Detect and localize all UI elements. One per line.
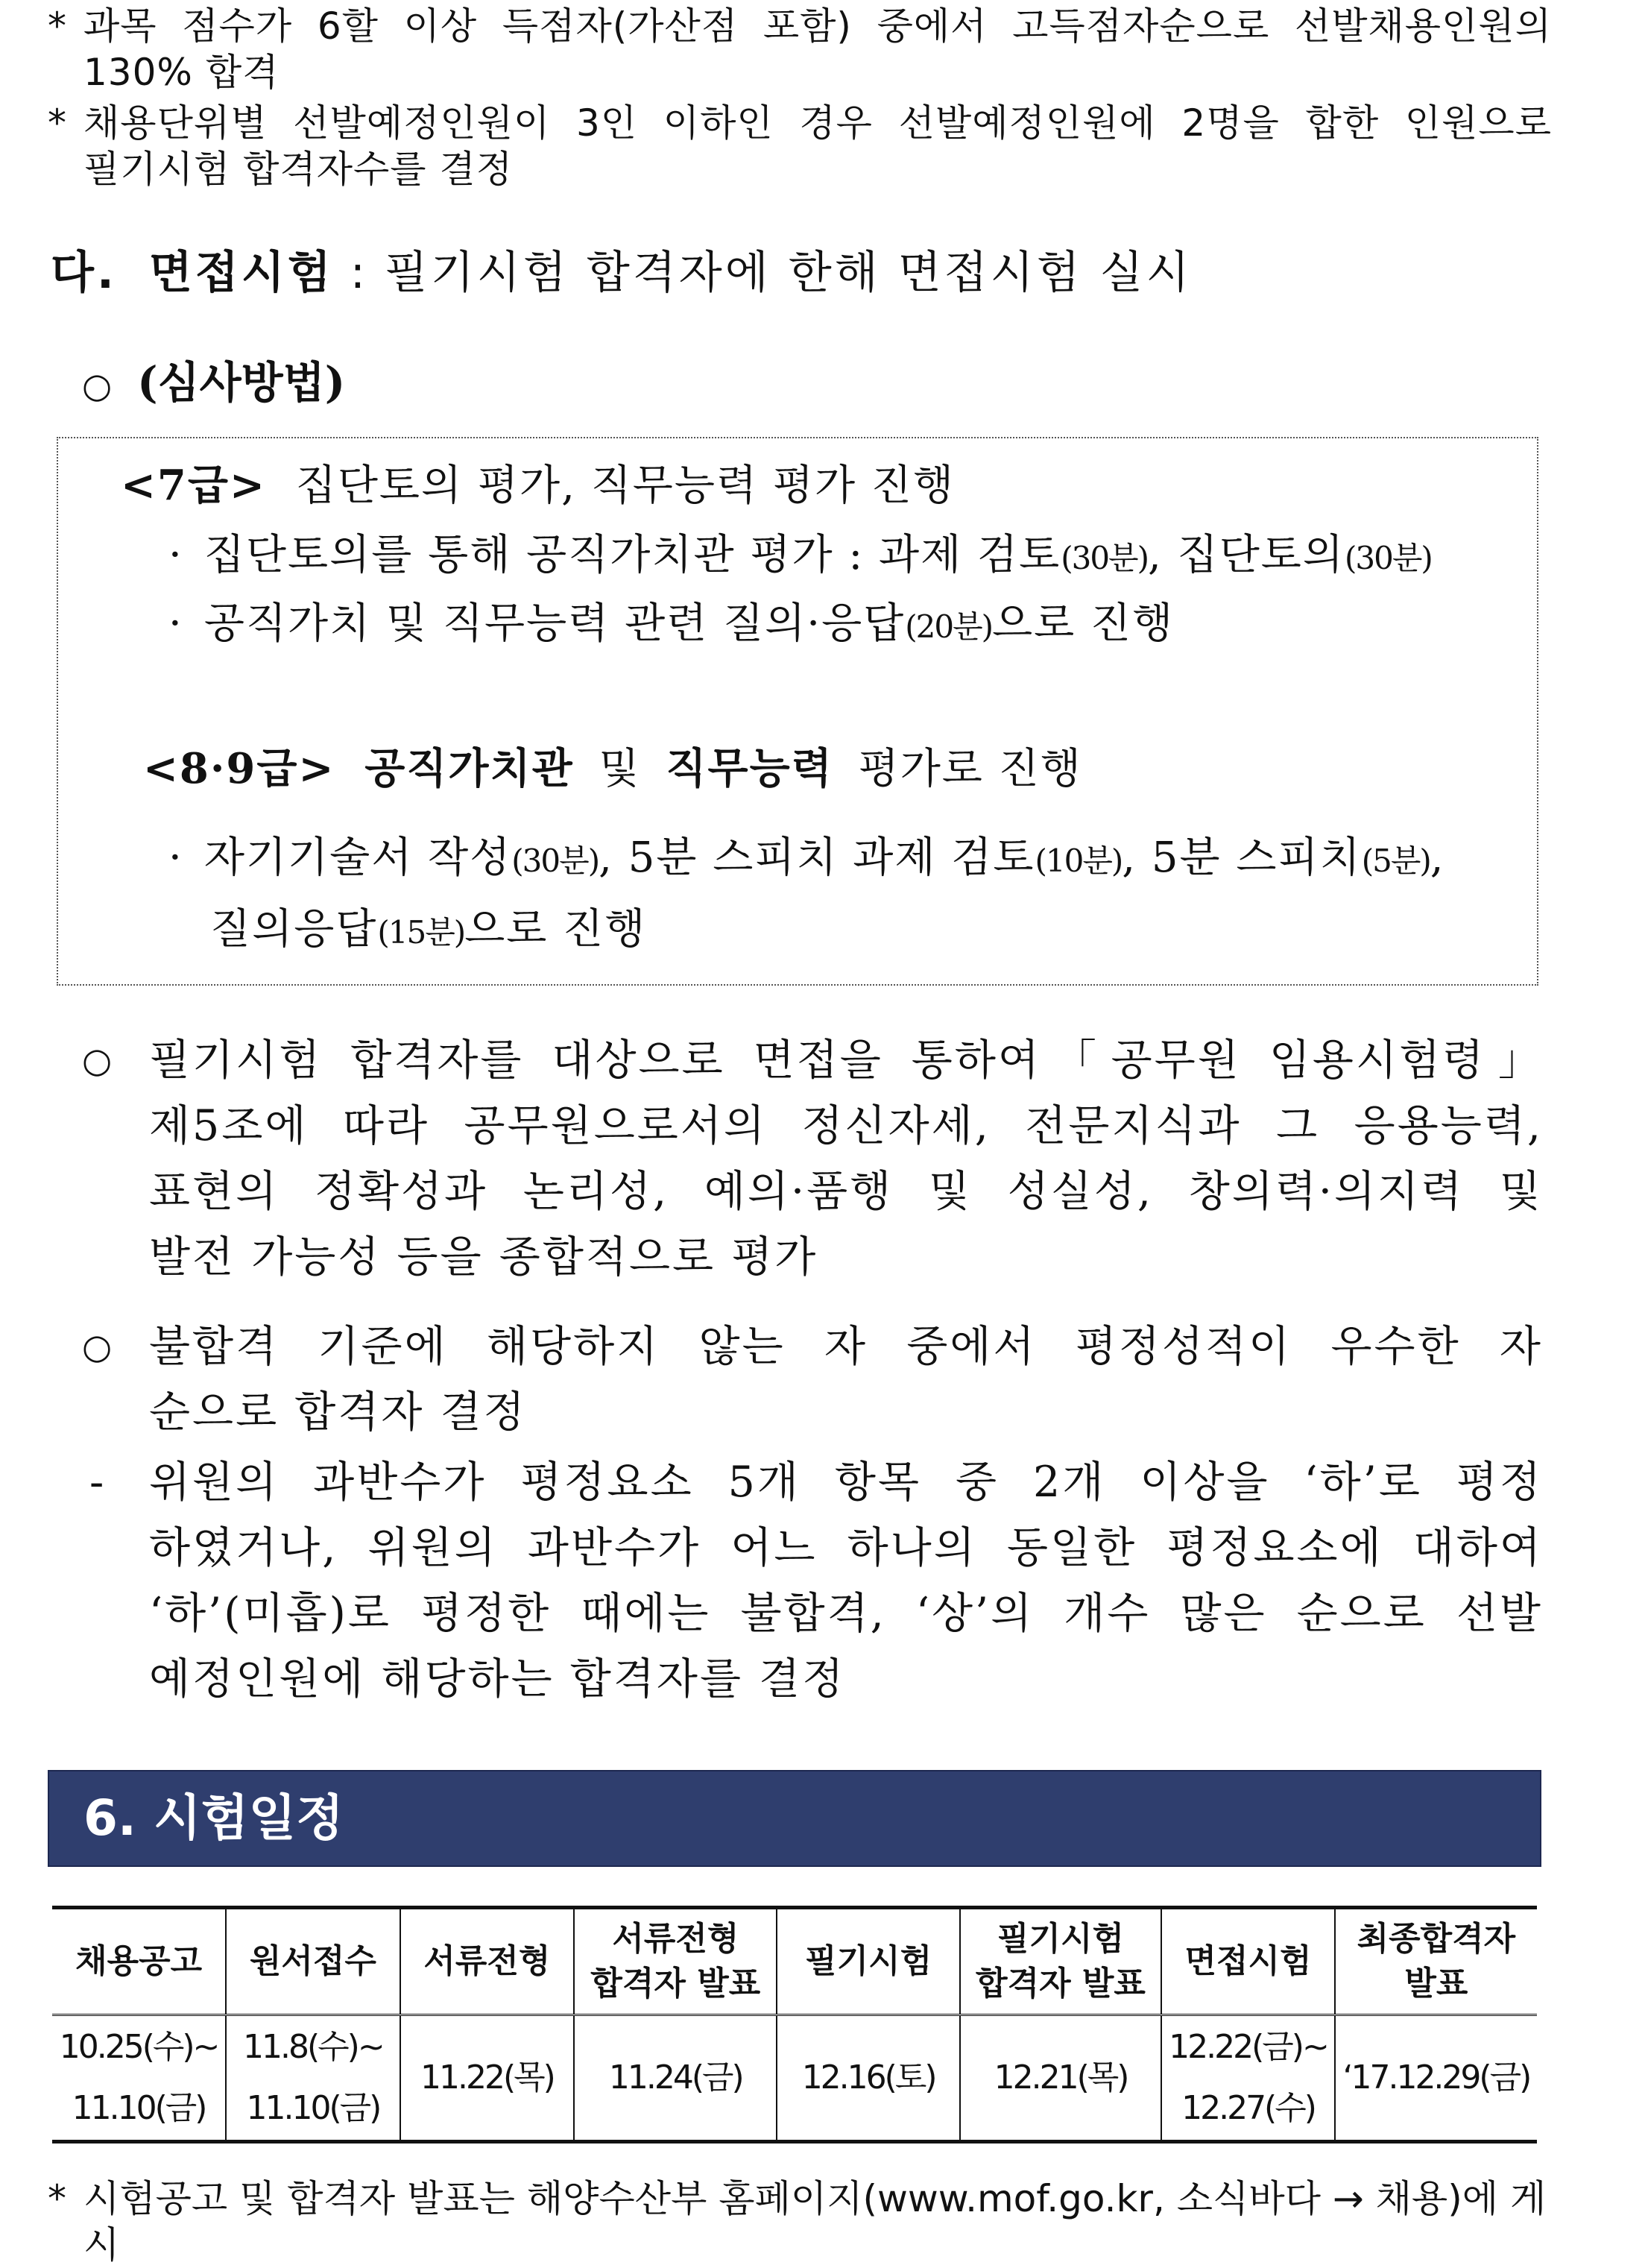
item-text: 으로 진행 bbox=[992, 599, 1175, 648]
note-line: 130% 합격 bbox=[83, 51, 280, 94]
section-title: 면접시험 bbox=[148, 247, 334, 299]
grade7-heading bbox=[121, 459, 955, 512]
paragraph-line: 표현의 정확성과 논리성, 예의·품행 및 성실성, 창의력·의지력 및 bbox=[149, 1167, 1543, 1216]
footnote-text: 시험공고 및 합격자 발표는 해양수산부 홈페이지(www.mof.go.kr, 소식바다 → 채용)에 게시 bbox=[83, 2177, 1547, 2267]
paragraph-line: 필기시험 합격자를 대상으로 면접을 통하여「공무원 임용시험령」 bbox=[149, 1036, 1543, 1085]
paragraph-line: 불합격 기준에 해당하지 않는 자 중에서 평정성적이 우수한 자 bbox=[149, 1322, 1543, 1371]
grade89-bold: 직무능력 bbox=[666, 744, 833, 793]
cell-document-screening: 11.22(목) bbox=[400, 2015, 575, 2142]
header-application: 원서접수 bbox=[226, 1908, 400, 2015]
paragraph-line: 제5조에 따라 공무원으로서의 정신자세, 전문지식과 그 응용능력, bbox=[149, 1101, 1543, 1150]
circle-bullet: ○ bbox=[82, 365, 113, 406]
paragraph-fail-criteria bbox=[89, 1449, 1543, 1712]
paragraph-line: ‘하’(미흡)로 평정한 때에는 불합격, ‘상’의 개수 많은 순으로 선발 bbox=[149, 1589, 1543, 1638]
schedule-table bbox=[52, 1906, 1537, 2143]
grade7-item-1 bbox=[168, 529, 1432, 585]
paragraph-pass-decision bbox=[82, 1314, 1543, 1445]
section-label: 다. bbox=[51, 247, 117, 299]
circle-bullet: ○ bbox=[82, 1326, 115, 1367]
cell-application: 11.8(수)~ 11.10(금) bbox=[226, 2015, 400, 2142]
duration: (5분) bbox=[1361, 842, 1430, 879]
grade89-text: 및 bbox=[599, 745, 641, 793]
grade7-item-2 bbox=[168, 598, 1174, 653]
grade7-desc: 집단토의 평가, 직무능력 평가 진행 bbox=[295, 462, 956, 510]
section-schedule-banner bbox=[48, 1770, 1541, 1867]
grade7-title: <7급> bbox=[121, 461, 266, 510]
duration: (30분) bbox=[1061, 540, 1149, 576]
duration: (30분) bbox=[1345, 540, 1432, 576]
header-final-result: 최종합격자 발표 bbox=[1335, 1908, 1537, 2015]
section-interview-heading bbox=[51, 246, 1193, 300]
middle-dot: · bbox=[168, 599, 183, 648]
duration: (20분) bbox=[905, 608, 993, 645]
cell-final-result: ‘17.12.29(금) bbox=[1335, 2015, 1537, 2142]
item-text: 자기기술서 작성 bbox=[203, 834, 512, 882]
paragraph-evaluation bbox=[82, 1027, 1543, 1290]
item-text: 집단토의를 통해 공직가치관 평가 : 과제 검토 bbox=[203, 531, 1061, 579]
grade89-heading bbox=[143, 743, 1082, 796]
item-text: 공직가치 및 직무능력 관련 질의·응답 bbox=[203, 599, 906, 648]
note-score-cutoff bbox=[48, 3, 1552, 95]
method-heading-text: (심사방법) bbox=[137, 357, 346, 408]
grade89-bold: 공직가치관 bbox=[364, 744, 574, 793]
header-interview: 면접시험 bbox=[1161, 1908, 1335, 2015]
note-marker: * bbox=[48, 4, 67, 48]
grade89-item-line2 bbox=[210, 904, 646, 959]
grade89-item-line1 bbox=[168, 832, 1445, 887]
duration: (30분) bbox=[511, 842, 599, 879]
paragraph-line: 순으로 합격자 결정 bbox=[149, 1387, 527, 1437]
header-document-result: 서류전형 합격자 발표 bbox=[574, 1908, 777, 2015]
method-heading bbox=[82, 356, 345, 412]
header-announcement: 채용공고 bbox=[52, 1908, 226, 2015]
item-text: , 5분 스피치 과제 검토 bbox=[599, 834, 1035, 882]
section-desc: 필기시험 합격자에 한해 면접시험 실시 bbox=[384, 247, 1193, 299]
paragraph-line: 하였거나, 위원의 과반수가 어느 하나의 동일한 평정요소에 대하여 bbox=[149, 1523, 1543, 1572]
item-text: , 집단토의 bbox=[1148, 531, 1345, 579]
paragraph-line: 발전 가능성 등을 종합적으로 평가 bbox=[149, 1232, 818, 1282]
note-marker: * bbox=[48, 101, 67, 145]
item-text: , bbox=[1430, 834, 1445, 882]
middle-dot: · bbox=[168, 531, 183, 579]
header-document-screening: 서류전형 bbox=[400, 1908, 575, 2015]
note-small-unit bbox=[48, 100, 1552, 192]
table-row bbox=[52, 2015, 1537, 2142]
grade89-title: <8·9급> bbox=[143, 744, 335, 793]
paragraph-line: 위원의 과반수가 평정요소 5개 항목 중 2개 이상을 ‘하’로 평정 bbox=[149, 1458, 1543, 1507]
table-header-row bbox=[52, 1908, 1537, 2015]
cell-announcement: 10.25(수)~ 11.10(금) bbox=[52, 2015, 226, 2142]
header-written-exam: 필기시험 bbox=[777, 1908, 959, 2015]
note-marker: * bbox=[48, 2177, 66, 2220]
paragraph-line: 예정인원에 해당하는 합격자를 결정 bbox=[149, 1654, 846, 1704]
item-text: 질의응답 bbox=[210, 905, 378, 954]
cell-document-result: 11.24(금) bbox=[574, 2015, 777, 2142]
cell-interview: 12.22(금)~ 12.27(수) bbox=[1161, 2015, 1335, 2142]
header-written-result: 필기시험 합격자 발표 bbox=[960, 1908, 1161, 2015]
method-box bbox=[57, 437, 1538, 986]
duration: (15분) bbox=[377, 914, 465, 951]
cell-written-result: 12.21(목) bbox=[960, 2015, 1161, 2142]
section-schedule-title: 6. 시험일정 bbox=[83, 1789, 344, 1847]
note-line: 과목 점수가 6할 이상 득점자(가산점 포함) 중에서 고득점자순으로 선발채용인원의 bbox=[83, 4, 1552, 48]
cell-written-exam: 12.16(토) bbox=[777, 2015, 959, 2142]
item-text: , 5분 스피치 bbox=[1122, 834, 1362, 882]
grade89-text: 평가로 진행 bbox=[858, 745, 1082, 793]
duration: (10분) bbox=[1035, 842, 1123, 879]
section-colon: : bbox=[350, 247, 368, 299]
note-line: 채용단위별 선발예정인원이 3인 이하인 경우 선발예정인원에 2명을 합한 인원으로 bbox=[83, 101, 1552, 145]
middle-dot: · bbox=[168, 834, 183, 882]
footnote bbox=[48, 2176, 1574, 2268]
item-text: 으로 진행 bbox=[464, 905, 647, 954]
dash-bullet: - bbox=[89, 1458, 107, 1507]
note-line: 필기시험 합격자수를 결정 bbox=[83, 148, 514, 191]
circle-bullet: ○ bbox=[82, 1040, 115, 1080]
